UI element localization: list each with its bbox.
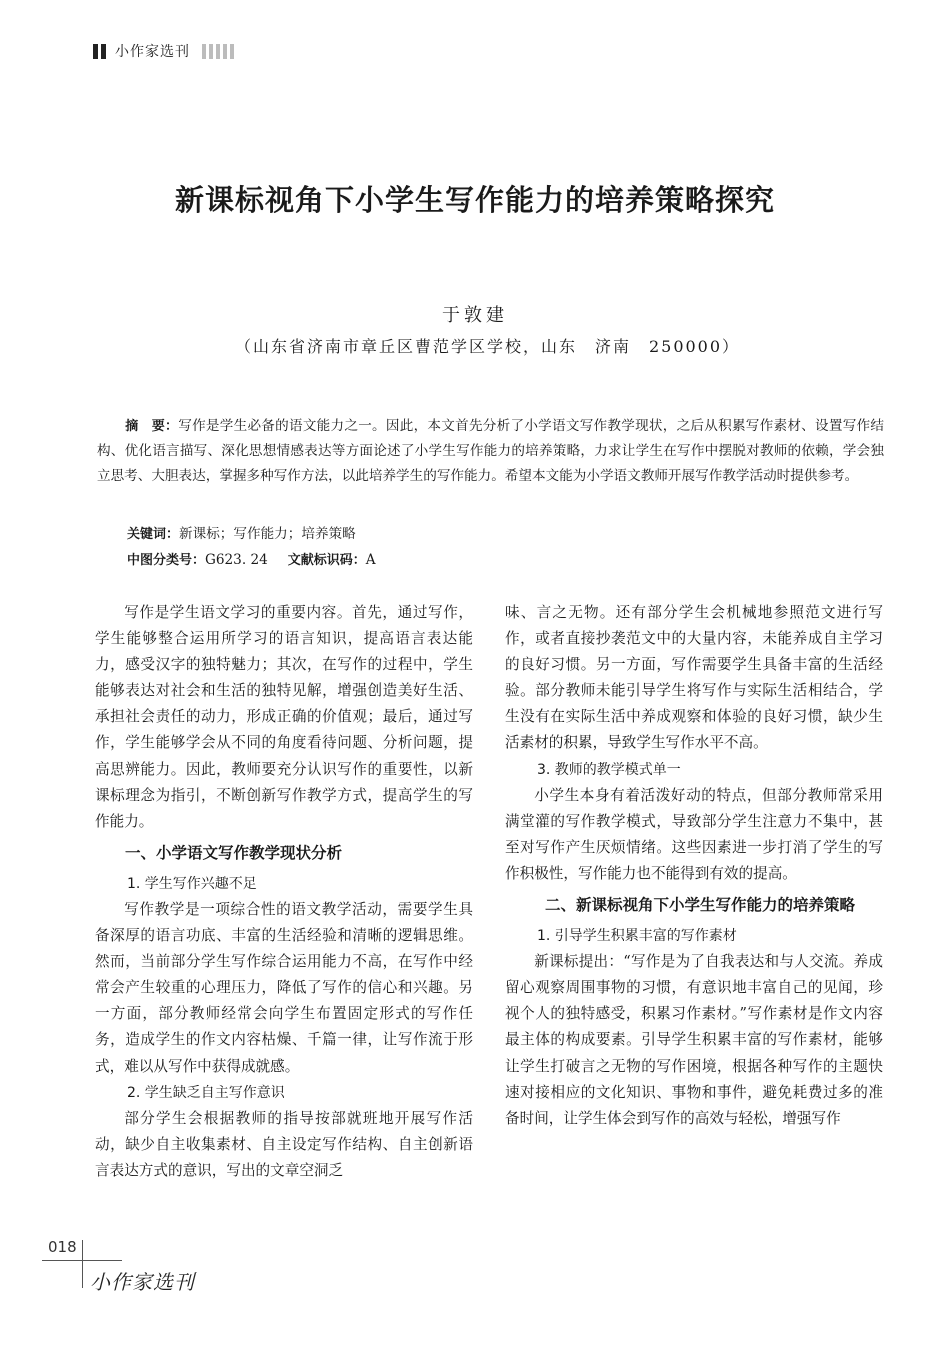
footer-logo: 小作家选刊 <box>90 1270 195 1294</box>
header-bar-icon <box>101 44 106 59</box>
author-affiliation: （山东省济南市章丘区曹范学区学校，山东 济南 250000） <box>234 337 741 356</box>
page-number: 018 <box>48 1238 77 1256</box>
abstract <box>97 414 884 489</box>
abstract-text: 写作是学生必备的语文能力之一。因此，本文首先分析了小学语文写作教学现状，之后从积累写作素材、设置写作结构、优化语言描写、深化思想情感表达等方面论述了小学生写作能力的培养策略，力求让学生在写作中摆脱对教师的依赖，学会独立思考、大胆表达，掌握多种写作方法，以此培养学生的写作能力。希望本文能为小学语文教师开展写作教学活动时提供参考。 <box>97 418 884 484</box>
keywords-label: 关键词： <box>127 527 180 542</box>
header-bar-icon <box>202 44 206 59</box>
classification <box>127 549 376 568</box>
doc-code-value: A <box>365 552 376 568</box>
section-1-heading: 一、小学语文写作教学现状分析 <box>125 843 343 862</box>
body-column-right <box>505 600 883 1132</box>
subsection-heading: 3. 教师的教学模式单一 <box>537 761 681 778</box>
body-paragraph: 味、言之无物。还有部分学生会机械地参照范文进行写作，或者直接抄袭范文中的大量内容，未能养成自主学习的良好习惯。另一方面，写作需要学生具备丰富的生活经验。部分教师未能引导学生将写作与实际生活相结合，学生没有在实际生活中养成观察和体验的良好习惯，缺少生活素材的积累，导致学生写作水平不高。 <box>505 604 883 752</box>
footer-divider <box>42 1260 122 1261</box>
body-paragraph: 新课标提出：“写作是为了自我表达和与人交流。养成留心观察周围事物的习惯，有意识地丰富自己的见闻，珍视个人的独特感受，积累习作素材。”写作素材是作文内容最主体的构成要素。引导学生积累丰富的写作素材，能够让学生打破言之无物的写作困境，根据各种写作的主题快速对接相应的文化知识、事物和事件，避免耗费过多的准备时间，让学生体会到写作的高效与轻松，增强写作 <box>505 953 883 1127</box>
header-bar-icon <box>209 44 213 59</box>
clc-label: 中图分类号： <box>127 553 206 568</box>
section-2-heading: 二、新课标视角下小学生写作能力的培养策略 <box>545 896 856 915</box>
running-header <box>93 41 237 61</box>
journal-name: 小作家选刊 <box>115 44 190 60</box>
article-title: 新课标视角下小学生写作能力的培养策略探究 <box>174 183 775 217</box>
body-paragraph: 写作教学是一项综合性的语文教学活动，需要学生具备深厚的语言功底、丰富的生活经验和清晰的逻辑思维。然而，当前部分学生写作综合运用能力不高，在写作中经常会产生较重的心理压力，降低了写作的信心和兴趣。另一方面，部分教师经常会向学生布置固定形式的写作任务，造成学生的作文内容枯燥、千篇一律，让写作流于形式，难以从写作中获得成就感。 <box>95 900 473 1075</box>
keywords <box>127 522 356 542</box>
intro-paragraph: 写作是学生语文学习的重要内容。首先，通过写作，学生能够整合运用所学习的语言知识，提高语言表达能力，感受汉字的独特魅力；其次，在写作的过程中，学生能够表达对社会和生活的独特见解，增强创造美好生活、承担社会责任的动力，形成正确的价值观；最后，通过写作，学生能够学会从不同的角度看待问题、分析问题，提高思辨能力。因此，教师要充分认识写作的重要性，以新课标理念为指引，不断创新写作教学方式，提高学生的写作能力。 <box>95 604 473 830</box>
header-bar-icon <box>230 44 234 59</box>
subsection-heading: 2. 学生缺乏自主写作意识 <box>127 1084 285 1101</box>
keywords-text: 新课标；写作能力；培养策略 <box>179 526 356 542</box>
abstract-label: 摘 要： <box>125 419 179 434</box>
clc-value: G623. 24 <box>205 552 268 568</box>
doc-code-label: 文献标识码： <box>287 553 366 568</box>
subsection-heading: 1. 学生写作兴趣不足 <box>127 875 257 892</box>
body-column-left <box>95 600 473 1184</box>
body-paragraph: 部分学生会根据教师的指导按部就班地开展写作活动，缺少自主收集素材、自主设定写作结构、自主创新语言表达方式的意识，写出的文章空洞乏 <box>95 1109 473 1179</box>
author-name: 于敦建 <box>442 305 508 326</box>
footer-divider <box>82 1240 83 1288</box>
header-bar-icon <box>223 44 227 59</box>
body-paragraph: 小学生本身有着活泼好动的特点，但部分教师常采用满堂灌的写作教学模式，导致部分学生注意力不集中，甚至对写作产生厌烦情绪。这些因素进一步打消了学生的写作积极性，写作能力也不能得到有效的提高。 <box>505 786 883 882</box>
subsection-heading: 1. 引导学生积累丰富的写作素材 <box>537 928 737 945</box>
header-bar-icon <box>93 44 98 59</box>
header-bar-icon <box>216 44 220 59</box>
